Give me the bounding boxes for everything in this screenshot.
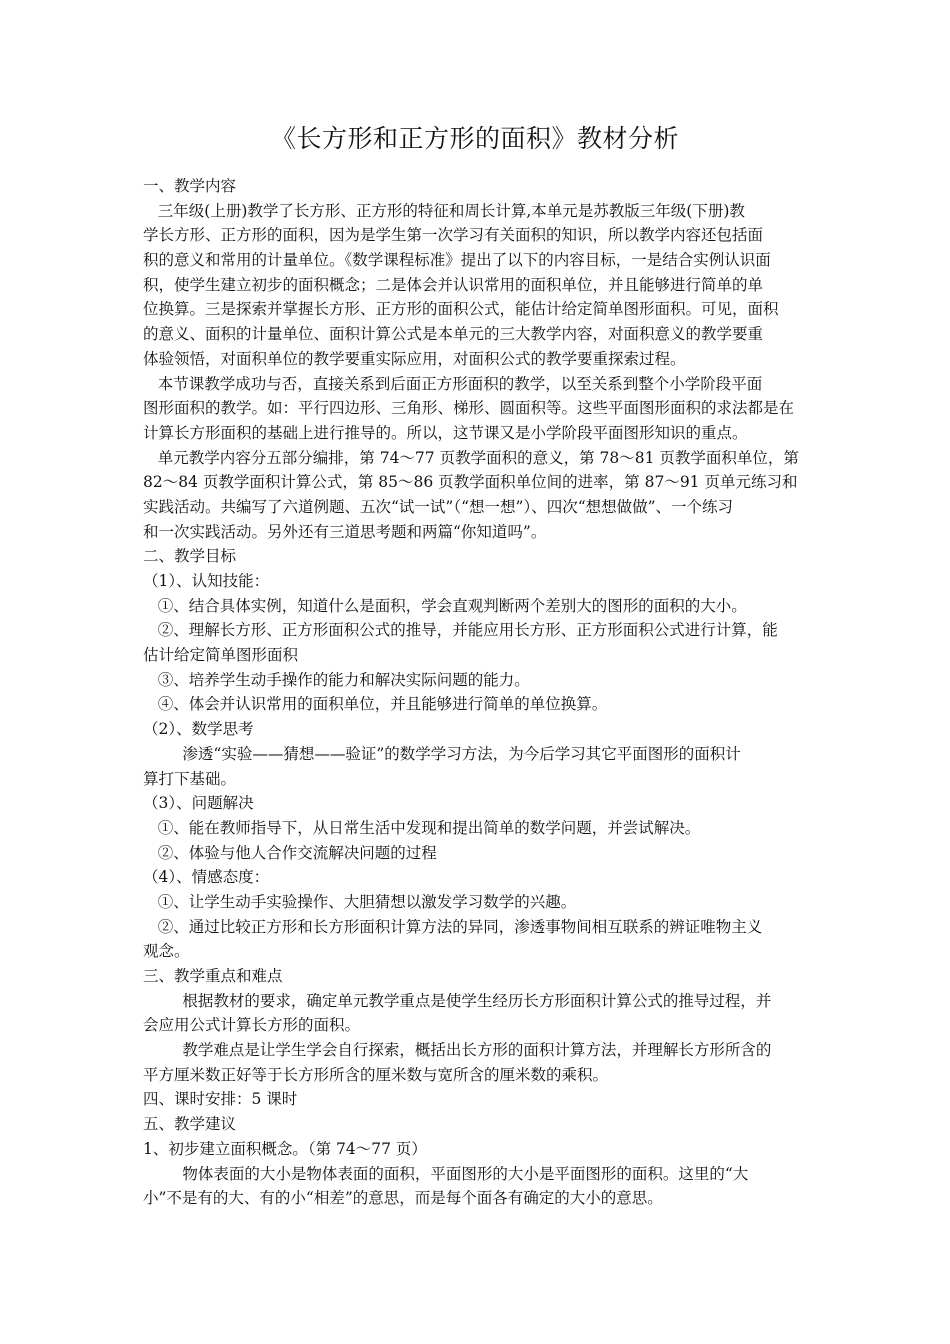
text-line: （1）、认知技能： <box>143 572 270 590</box>
text-line: 学长方形、正方形的面积，因为是学生第一次学习有关面积的知识，所以教学内容还包括面 <box>143 226 764 245</box>
text-line: 一、教学内容 <box>143 177 237 195</box>
text-line: ①、结合具体实例，知道什么是面积，学会直观判断两个差别大的图形的面积的大小。 <box>143 596 747 615</box>
text-line: 体验领悟，对面积单位的教学要重实际应用，对面积公式的教学要重探索过程。 <box>143 349 686 368</box>
text-line: 会应用公式计算长方形的面积。 <box>143 1016 361 1035</box>
text-line: 和一次实践活动。另外还有三道思考题和两篇“你知道吗”。 <box>143 522 547 541</box>
text-line: 观念。 <box>143 942 190 961</box>
text-line: 三年级(上册)教学了长方形、正方形的特征和周长计算,本单元是苏教版三年级(下册)教 <box>143 201 745 220</box>
text-line: ①、让学生动手实验操作、大胆猜想以激发学习数学的兴趣。 <box>143 892 577 911</box>
text-line: 三、教学重点和难点 <box>143 967 283 985</box>
text-line: 估计给定简单图形面积 <box>143 646 299 665</box>
text-line: ①、能在教师指导下，从日常生活中发现和提出简单的数学问题，并尝试解决。 <box>143 818 701 837</box>
text-line: 图形面积的教学。如：平行四边形、三角形、梯形、圆面积等。这些平面图形面积的求法都是在 <box>143 399 795 418</box>
text-line: 82～84 页教学面积计算公式，第 85～86 页教学面积单位间的进率，第 87～91 页单元练习和 <box>143 473 798 492</box>
text-line: 根据教材的要求，确定单元教学重点是使学生经历长方形面积计算公式的推导过程，并 <box>143 991 772 1010</box>
text-line: 实践活动。共编写了六道例题、五次“试一试”（“想一想”）、四次“想想做做”、一个练习 <box>143 497 734 516</box>
text-line: 五、教学建议 <box>143 1115 237 1134</box>
text-line: （3）、问题解决 <box>143 794 254 813</box>
text-line: 本节课教学成功与否，直接关系到后面正方形面积的教学，以至关系到整个小学阶段平面 <box>143 374 763 393</box>
text-line: 计算长方形面积的基础上进行推导的。所以，这节课又是小学阶段平面图形知识的重点。 <box>143 423 748 442</box>
text-line: 积，使学生建立初步的面积概念；二是体会并认识常用的面积单位，并且能够进行简单的单 <box>143 275 764 294</box>
text-line: 位换算。三是探索并掌握长方形、正方形的面积公式，能估计给定简单图形面积。可见，面积 <box>143 300 779 319</box>
text-line: 单元教学内容分五部分编排，第 74～77 页教学面积的意义，第 78～81 页教学面积单位，第 <box>143 448 799 467</box>
text-line: 渗透“实验——猜想——验证”的数学学习方法，为今后学习其它平面图形的面积计 <box>143 744 741 763</box>
text-line: 小”不是有的大、有的小“相差”的意思，而是每个面各有确定的大小的意思。 <box>143 1189 663 1208</box>
text-line: 1、初步建立面积概念。（第 74～77 页） <box>143 1139 427 1158</box>
text-line: 二、教学目标 <box>143 547 237 566</box>
text-line: ②、通过比较正方形和长方形面积计算方法的异同，渗透事物间相互联系的辨证唯物主义 <box>143 917 763 936</box>
text-line: 算打下基础。 <box>143 769 237 788</box>
text-line: ②、理解长方形、正方形面积公式的推导，并能应用长方形、正方形面积公式进行计算，能 <box>143 621 778 640</box>
text-line: ③、培养学生动手操作的能力和解决实际问题的能力。 <box>143 670 530 689</box>
text-line: 教学难点是让学生学会自行探索，概括出长方形的面积计算方法，并理解长方形所含的 <box>143 1041 772 1060</box>
document-body <box>143 174 810 1211</box>
text-line: 四、课时安排：5 课时 <box>143 1090 298 1109</box>
text-line: ④、体会并认识常用的面积单位，并且能够进行简单的单位换算。 <box>143 695 608 714</box>
text-line: （2）、数学思考 <box>143 720 254 739</box>
text-line: 物体表面的大小是物体表面的面积，平面图形的大小是平面图形的面积。这里的“大 <box>143 1164 749 1183</box>
text-line: （4）、情感态度： <box>143 868 270 887</box>
document-title: 《长方形和正方形的面积》教材分析 <box>270 124 679 153</box>
text-line: ②、体验与他人合作交流解决问题的过程 <box>143 843 437 862</box>
text-line: 平方厘米数正好等于长方形所含的厘米数与宽所含的厘米数的乘积。 <box>143 1065 609 1084</box>
text-line: 积的意义和常用的计量单位。《数学课程标准》提出了以下的内容目标，一是结合实例认识面 <box>143 251 771 270</box>
text-line: 的意义、面积的计量单位、面积计算公式是本单元的三大教学内容，对面积意义的教学要重 <box>143 325 764 344</box>
